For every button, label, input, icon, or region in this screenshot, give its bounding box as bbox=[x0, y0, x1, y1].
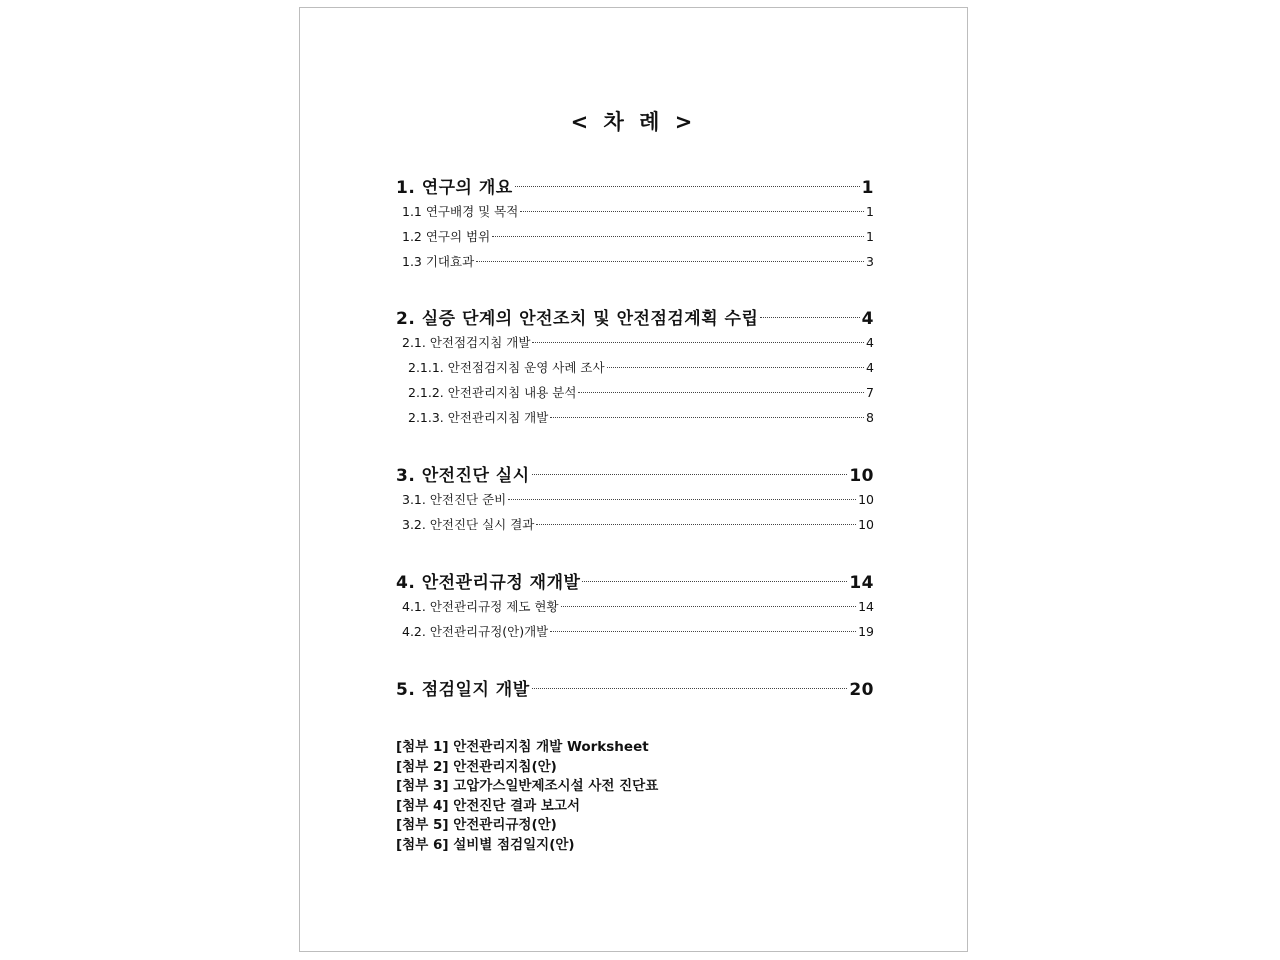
dot-leader bbox=[520, 211, 864, 212]
toc-item[interactable] bbox=[396, 252, 874, 277]
dot-leader bbox=[508, 499, 856, 500]
dot-leader bbox=[532, 474, 848, 475]
toc-item[interactable] bbox=[396, 597, 874, 622]
toc-heading-label: 2. 실증 단계의 안전조치 및 안전점검계획 수립 bbox=[396, 309, 759, 329]
toc-subitem-label: 2.1.3. 안전관리지침 개발 bbox=[408, 410, 549, 425]
dot-leader bbox=[532, 342, 864, 343]
toc-heading[interactable] bbox=[396, 568, 874, 593]
dot-leader bbox=[578, 392, 864, 393]
toc-heading-label: 3. 안전진단 실시 bbox=[396, 466, 530, 486]
toc-item-page: 19 bbox=[858, 624, 874, 639]
toc-subitem-label: 2.1.1. 안전점검지침 운영 사례 조사 bbox=[408, 360, 605, 375]
toc-item-page: 14 bbox=[858, 599, 874, 614]
attachment-item[interactable]: [첨부 3] 고압가스일반제조시설 사전 진단표 bbox=[396, 778, 659, 795]
toc-heading-page: 10 bbox=[849, 466, 874, 486]
dot-leader bbox=[532, 688, 848, 689]
attachment-item[interactable]: [첨부 4] 안전진단 결과 보고서 bbox=[396, 797, 580, 814]
dot-leader bbox=[536, 524, 856, 525]
toc-item-label: 2.1. 안전점검지침 개발 bbox=[402, 335, 531, 350]
toc-item-label: 4.2. 안전관리규정(안)개발 bbox=[402, 624, 549, 639]
toc-heading-label: 4. 안전관리규정 재개발 bbox=[396, 573, 581, 593]
toc-heading-page: 4 bbox=[861, 309, 874, 329]
toc-item[interactable] bbox=[396, 490, 874, 515]
toc-heading[interactable] bbox=[396, 461, 874, 486]
toc-heading-page: 14 bbox=[849, 573, 874, 593]
toc-item-page: 10 bbox=[858, 492, 874, 507]
toc-item-page: 1 bbox=[866, 204, 874, 219]
toc-item-page: 10 bbox=[858, 517, 874, 532]
toc-subitem-page: 8 bbox=[866, 410, 874, 425]
toc-item-label: 3.2. 안전진단 실시 결과 bbox=[402, 517, 535, 532]
toc-subitem[interactable] bbox=[396, 358, 874, 383]
dot-leader bbox=[550, 631, 856, 632]
attachment-item[interactable]: [첨부 2] 안전관리지침(안) bbox=[396, 758, 557, 775]
toc-item-label: 1.1 연구배경 및 목적 bbox=[402, 204, 519, 219]
attachment-list bbox=[396, 738, 658, 856]
toc-item[interactable] bbox=[396, 515, 874, 540]
toc-item-label: 4.1. 안전관리규정 제도 현황 bbox=[402, 599, 559, 614]
toc-item-page: 3 bbox=[866, 254, 874, 269]
dot-leader bbox=[760, 317, 859, 318]
toc-heading-page: 20 bbox=[849, 680, 874, 700]
toc-item[interactable] bbox=[396, 622, 874, 647]
toc-section-4 bbox=[396, 568, 874, 647]
dot-leader bbox=[515, 186, 860, 187]
toc-subitem[interactable] bbox=[396, 383, 874, 408]
document-page bbox=[299, 7, 968, 952]
dot-leader bbox=[561, 606, 857, 607]
toc-section-3 bbox=[396, 461, 874, 540]
toc-subitem-page: 4 bbox=[866, 360, 874, 375]
toc-section-1 bbox=[396, 173, 874, 277]
toc-heading-page: 1 bbox=[861, 178, 874, 198]
dot-leader bbox=[492, 236, 864, 237]
attachment-item[interactable]: [첨부 5] 안전관리규정(안) bbox=[396, 817, 557, 834]
attachment-item[interactable]: [첨부 1] 안전관리지침 개발 Worksheet bbox=[396, 739, 649, 755]
toc-item-label: 1.3 기대효과 bbox=[402, 254, 475, 269]
toc-heading[interactable] bbox=[396, 675, 874, 700]
toc-subitem-label: 2.1.2. 안전관리지침 내용 분석 bbox=[408, 385, 577, 400]
toc-item-page: 4 bbox=[866, 335, 874, 350]
dot-leader bbox=[607, 367, 864, 368]
toc-heading[interactable] bbox=[396, 173, 874, 198]
toc-heading-label: 5. 점검일지 개발 bbox=[396, 680, 530, 700]
dot-leader bbox=[582, 581, 847, 582]
dot-leader bbox=[550, 417, 864, 418]
toc-item-page: 1 bbox=[866, 229, 874, 244]
toc-subitem-page: 7 bbox=[866, 385, 874, 400]
toc-item-label: 1.2 연구의 범위 bbox=[402, 229, 491, 244]
toc-item[interactable] bbox=[396, 333, 874, 358]
toc-item-label: 3.1. 안전진단 준비 bbox=[402, 492, 507, 507]
toc-item[interactable] bbox=[396, 227, 874, 252]
toc-subitem[interactable] bbox=[396, 408, 874, 433]
toc-section-2 bbox=[396, 304, 874, 433]
toc-heading-label: 1. 연구의 개요 bbox=[396, 178, 513, 198]
toc-section-5 bbox=[396, 675, 874, 700]
toc-heading[interactable] bbox=[396, 304, 874, 329]
toc-item[interactable] bbox=[396, 202, 874, 227]
dot-leader bbox=[476, 261, 864, 262]
attachment-item[interactable]: [첨부 6] 설비별 점검일지(안) bbox=[396, 836, 575, 853]
toc-title: < 차 례 > bbox=[570, 110, 697, 134]
